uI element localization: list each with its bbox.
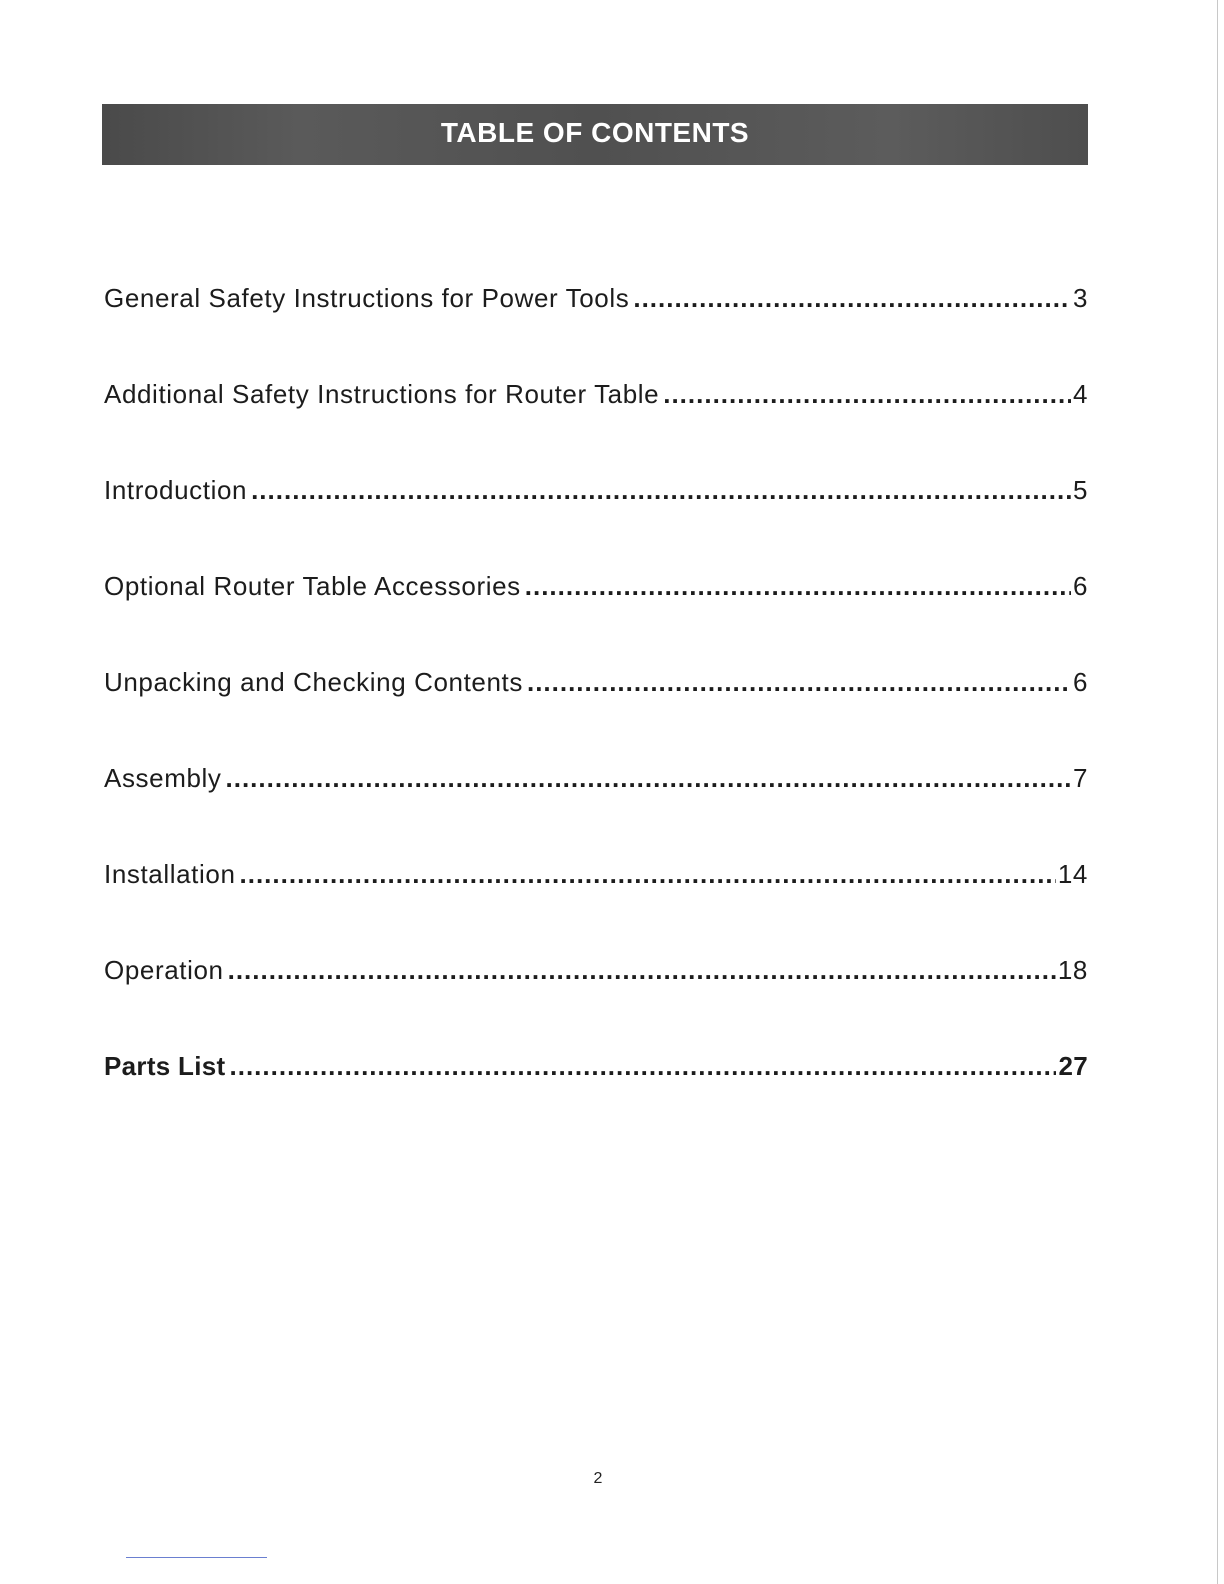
toc-entry-additional-safety[interactable] xyxy=(104,379,1088,475)
toc-entry-parts-list[interactable] xyxy=(104,1051,1088,1147)
toc-entry-title: Unpacking and Checking Contents xyxy=(104,667,523,697)
toc-entry-title: Installation xyxy=(104,859,236,889)
toc-entry-page: 6 xyxy=(1072,667,1088,697)
footer-rule xyxy=(126,1557,267,1558)
toc-entry-page: 4 xyxy=(1072,379,1088,409)
toc-entry-assembly[interactable] xyxy=(104,763,1088,859)
toc-entry-title: Optional Router Table Accessories xyxy=(104,571,521,601)
toc-entry-title: General Safety Instructions for Power Tools xyxy=(104,283,630,313)
toc-entry-unpacking[interactable] xyxy=(104,667,1088,763)
toc-list xyxy=(104,283,1088,1147)
toc-entry-page: 5 xyxy=(1072,475,1088,505)
toc-entry-title: Additional Safety Instructions for Router Table xyxy=(104,379,660,409)
toc-dot-leader xyxy=(525,571,1071,602)
toc-dot-leader xyxy=(230,1051,1057,1082)
toc-entry-optional-accessories[interactable] xyxy=(104,571,1088,667)
toc-dot-leader xyxy=(228,955,1056,986)
toc-dot-leader xyxy=(226,763,1071,794)
toc-entry-title: Parts List xyxy=(104,1051,226,1081)
toc-entry-title: Assembly xyxy=(104,763,222,793)
toc-entry-title: Operation xyxy=(104,955,224,985)
toc-entry-installation[interactable] xyxy=(104,859,1088,955)
toc-entry-introduction[interactable] xyxy=(104,475,1088,571)
page-edge xyxy=(1217,0,1218,1584)
toc-entry-general-safety[interactable] xyxy=(104,283,1088,379)
toc-header-bar xyxy=(102,104,1088,165)
toc-entry-operation[interactable] xyxy=(104,955,1088,1051)
toc-dot-leader xyxy=(251,475,1071,506)
toc-entry-page: 3 xyxy=(1072,283,1088,313)
toc-entry-page: 6 xyxy=(1072,571,1088,601)
toc-entry-page: 18 xyxy=(1057,955,1088,985)
toc-entry-page: 14 xyxy=(1057,859,1088,889)
toc-dot-leader xyxy=(527,667,1071,698)
toc-entry-page: 27 xyxy=(1058,1051,1088,1081)
toc-entry-title: Introduction xyxy=(104,475,248,505)
toc-dot-leader xyxy=(633,283,1071,314)
page-number: 2 xyxy=(593,1470,603,1487)
toc-dot-leader xyxy=(663,379,1071,410)
toc-dot-leader xyxy=(240,859,1056,890)
page-title: TABLE OF CONTENTS xyxy=(440,116,750,148)
toc-entry-page: 7 xyxy=(1072,763,1088,793)
